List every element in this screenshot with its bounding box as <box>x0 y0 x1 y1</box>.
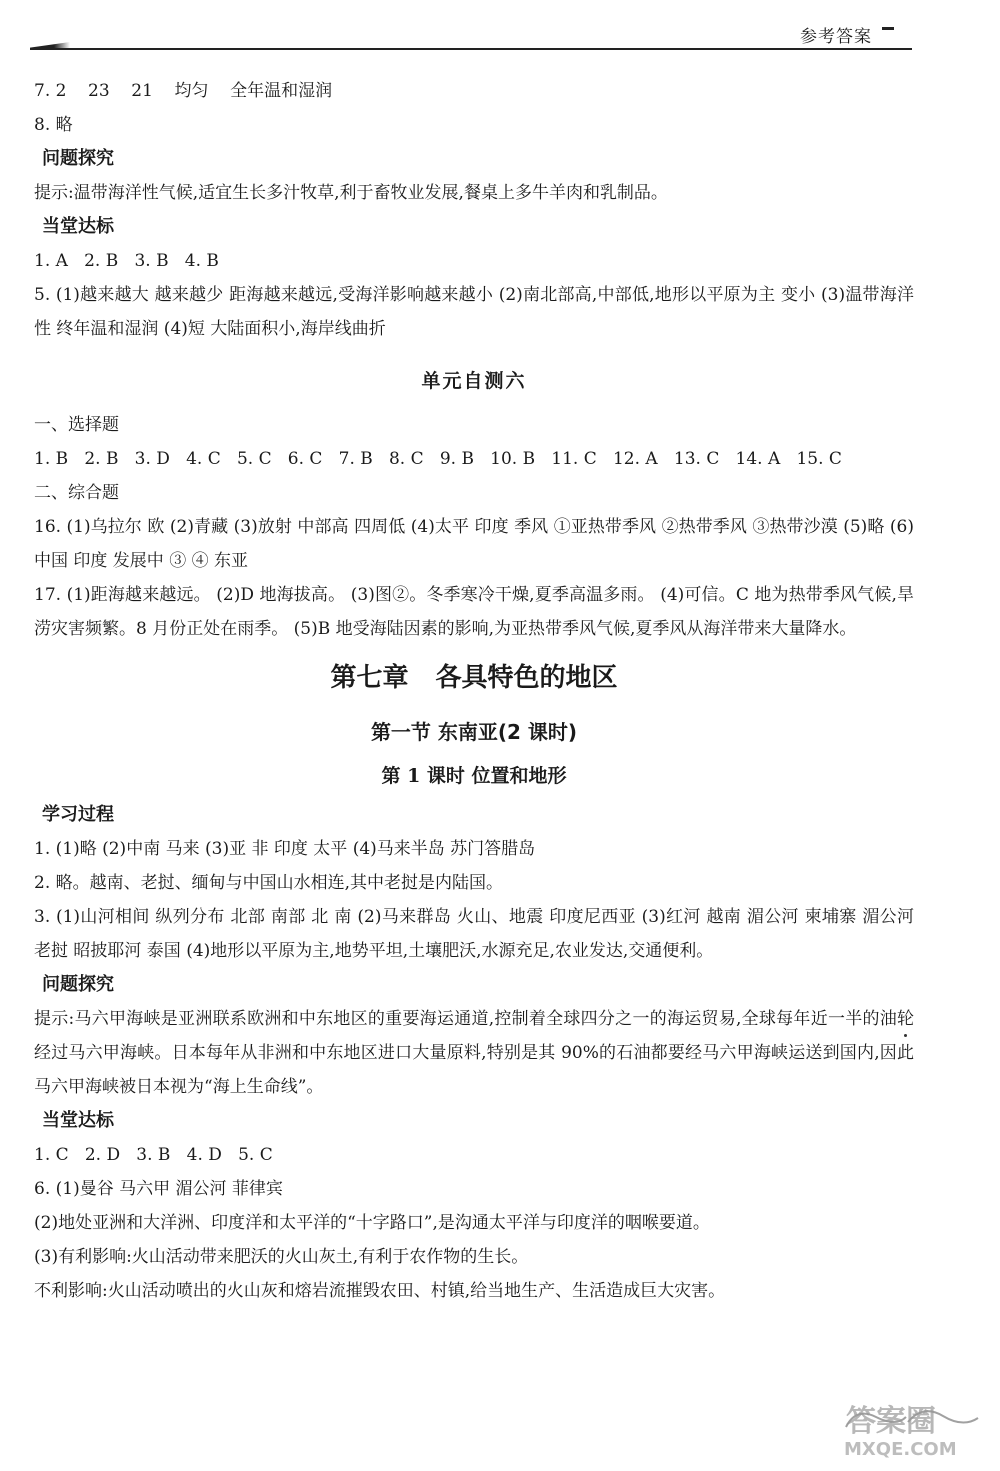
inquiry-text-1: 提示:温带海洋性气候,适宜生长多汁牧草,利于畜牧业发展,餐桌上多牛羊肉和乳制品。 <box>34 183 668 203</box>
header-mark-decoration <box>882 27 894 30</box>
process-3: 3. (1)山河相间 纵列分布 北部 南部 北 南 (2)马来群岛 火山、地震 印度尼西亚 (3)红河 越南 湄公河 柬埔寨 湄公河 老挝 昭披耶河 泰国 (4)地形以平原为主,地势平坦,土壤肥沃,水源充足,农业发达,交通便利。 <box>34 907 914 961</box>
part2-label: 二、综合题 <box>34 483 119 503</box>
class-answers-2: 1. C 2. D 3. B 4. D 5. C <box>34 1145 273 1165</box>
answer-line-7: 7. 2 23 21 均匀 全年温和湿润 <box>34 81 333 101</box>
heading-class-1: 当堂达标 <box>42 216 114 237</box>
stray-dot <box>904 1034 907 1037</box>
heading-process: 学习过程 <box>42 804 114 825</box>
chapter-title: 第七章 各具特色的地区 <box>330 663 618 693</box>
question-16: 16. (1)乌拉尔 欧 (2)青藏 (3)放射 中部高 四周低 (4)太平 印度 季风 ①亚热带季风 ②热带季风 ③热带沙漠 (5)略 (6)中国 印度 发展中 ③ ④ 东亚 <box>34 517 914 571</box>
part1-label: 一、选择题 <box>34 415 119 435</box>
section-title: 第一节 东南亚(2 课时) <box>370 720 578 744</box>
unit-test-title: 单元自测六 <box>421 370 527 392</box>
answer-line-8: 8. 略 <box>34 115 73 135</box>
svg-text:MXQE.COM: MXQE.COM <box>844 1439 957 1460</box>
heading-inquiry-1: 问题探究 <box>42 148 114 169</box>
watermark-logo <box>838 1387 988 1461</box>
question-17: 17. (1)距海越来越远。 (2)D 地海拔高。 (3)图②。冬季寒冷干燥,夏季高温多雨。 (4)可信。C 地为热带季风气候,旱涝灾害频繁。8 月份正处在雨季。 (5)B 地受海陆因素的影响,为亚热带季风气候,夏季风从海洋带来大量降水。 <box>34 585 914 639</box>
class-answer-6-2: (2)地处亚洲和大洋洲、印度洋和太平洋的“十字路口”,是沟通太平洋与印度洋的咽喉要道。 <box>34 1213 710 1233</box>
answer-content <box>34 74 914 1308</box>
class-answer-6: 6. (1)曼谷 马六甲 湄公河 菲律宾 <box>34 1179 283 1199</box>
header-rule <box>30 48 912 50</box>
class-answer-5: 5. (1)越来越大 越来越少 距海越来越远,受海洋影响越来越小 (2)南北部高,中部低,地形以平原为主 变小 (3)温带海洋性 终年温和湿润 (4)短 大陆面积小,海岸线曲折 <box>34 285 914 339</box>
svg-text:答案圈: 答案圈 <box>846 1404 936 1439</box>
class-answer-6-4: 不利影响:火山活动喷出的火山灰和熔岩流摧毁农田、村镇,给当地生产、生活造成巨大灾害。 <box>34 1281 726 1301</box>
inquiry-text-2: 提示:马六甲海峡是亚洲联系欧洲和中东地区的重要海运通道,控制着全球四分之一的海运贸易,全球每年近一半的油轮经过马六甲海峡。日本每年从非洲和中东地区进口大量原料,特别是其 90%的石油都要经马六甲海峡运送到国内,因此马六甲海峡被日本视为“海上生命线”。 <box>34 1009 914 1097</box>
page-header <box>30 18 912 58</box>
heading-inquiry-2: 问题探究 <box>42 974 114 995</box>
part1-answers: 1. B 2. B 3. D 4. C 5. C 6. C 7. B 8. C 9. B 10. B 11. C 12. A 13. C 14. A 15. C <box>34 449 842 469</box>
process-2: 2. 略。越南、老挝、缅甸与中国山水相连,其中老挝是内陆国。 <box>34 873 504 893</box>
class-answer-6-3: (3)有利影响:火山活动带来肥沃的火山灰土,有利于农作物的生长。 <box>34 1247 529 1267</box>
class-answers-1: 1. A 2. B 3. B 4. B <box>34 251 219 271</box>
process-1: 1. (1)略 (2)中南 马来 (3)亚 非 印度 太平 (4)马来半岛 苏门答腊岛 <box>34 839 536 859</box>
header-title: 参考答案 <box>800 27 872 47</box>
lesson-title: 第 1 课时 位置和地形 <box>381 765 567 787</box>
heading-class-2: 当堂达标 <box>42 1110 114 1131</box>
